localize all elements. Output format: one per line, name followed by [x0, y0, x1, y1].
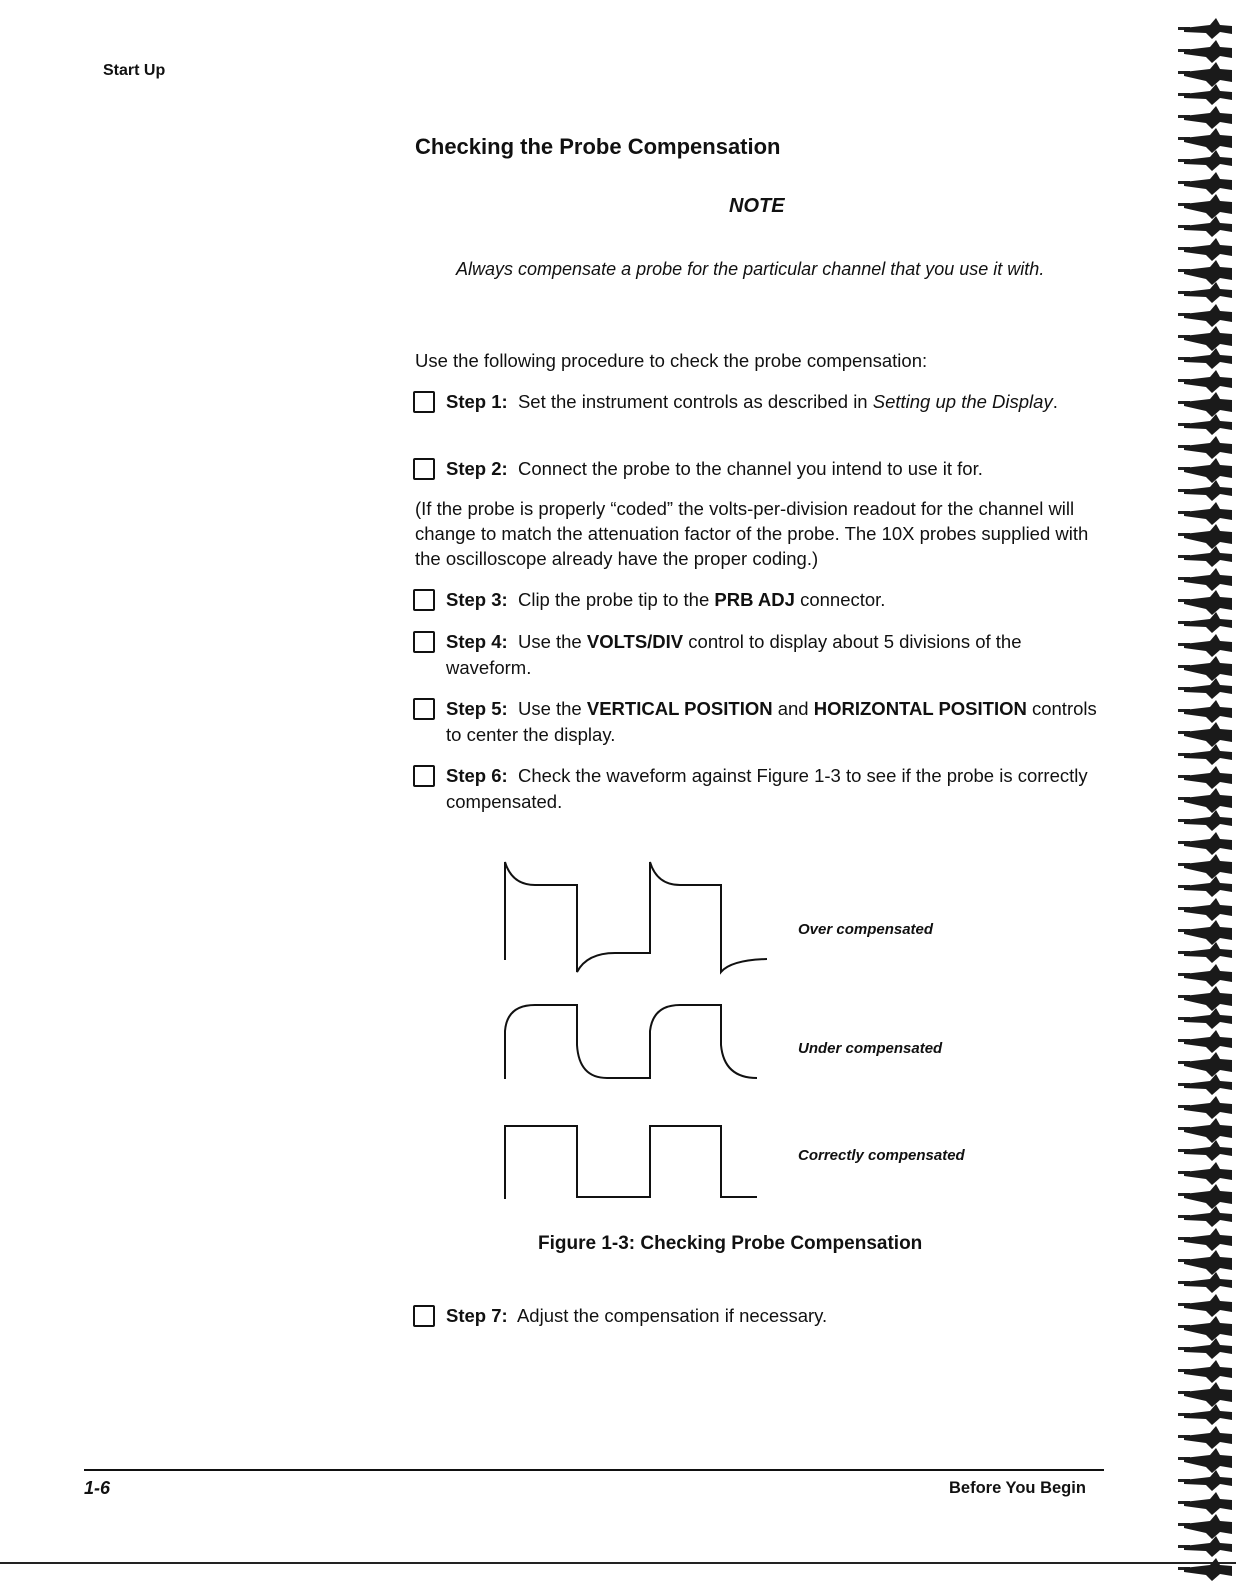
binding-tooth	[1178, 84, 1232, 105]
step-2-text	[446, 456, 1103, 482]
step-text-segment: Use the	[517, 631, 587, 652]
step-6	[413, 763, 1103, 815]
over-compensated-waveform	[505, 862, 767, 972]
under-compensated-label: Under compensated	[798, 1040, 943, 1057]
binding-tooth	[1178, 634, 1232, 657]
step-1	[413, 389, 1103, 415]
binding-tooth	[1178, 1030, 1232, 1053]
binding-tooth	[1178, 854, 1232, 879]
binding-tooth	[1178, 568, 1232, 591]
step-1-text	[446, 389, 1103, 415]
binding-tooth	[1178, 722, 1232, 747]
binding-tooth	[1178, 458, 1232, 483]
binding-tooth	[1178, 62, 1232, 87]
binding-tooth	[1178, 260, 1232, 285]
binding-tooth	[1178, 612, 1232, 633]
step-5-checkbox[interactable]	[413, 698, 435, 720]
step-text-segment: control to display about 5 divisions of the waveform.	[446, 631, 1022, 678]
figure-caption: Figure 1-3: Checking Probe Compensation	[538, 1233, 923, 1254]
step-7	[413, 1303, 1103, 1329]
intro-text: Use the following procedure to check the probe compensation:	[415, 350, 928, 371]
binding-tooth	[1178, 832, 1232, 855]
step-7-text	[446, 1303, 1103, 1329]
binding-tooth	[1178, 172, 1232, 195]
binding-tooth	[1178, 1206, 1232, 1227]
step-text-segment: Adjust the compensation if necessary.	[516, 1305, 828, 1326]
binding-tooth	[1178, 40, 1232, 63]
binding-tooth	[1178, 1118, 1232, 1143]
step-3-checkbox[interactable]	[413, 589, 435, 611]
binding-tooth	[1178, 150, 1232, 171]
binding-tooth	[1178, 326, 1232, 351]
binding-tooth	[1178, 128, 1232, 153]
binding-tooth	[1178, 524, 1232, 549]
binding-tooth	[1178, 1404, 1232, 1425]
step-2-checkbox[interactable]	[413, 458, 435, 480]
page-number: 1-6	[84, 1478, 111, 1498]
correctly-compensated-waveform	[505, 1126, 757, 1199]
binding-tooth	[1178, 106, 1232, 129]
binding-tooth	[1178, 216, 1232, 237]
binding-tooth	[1178, 898, 1232, 921]
control-name: PRB ADJ	[714, 589, 795, 610]
step-text-segment: Connect the probe to the channel you intend to use it for.	[517, 458, 983, 479]
binding-tooth	[1178, 1250, 1232, 1275]
binding-tooth	[1178, 502, 1232, 525]
step-text-segment: and	[772, 698, 814, 719]
chapter-title: Before You Begin	[949, 1479, 1086, 1497]
binding-tooth	[1178, 744, 1232, 765]
binding-tooth	[1178, 1008, 1232, 1029]
step-label: Step 4:	[446, 631, 508, 652]
running-head: Start Up	[103, 62, 166, 79]
binding-tooth	[1178, 1316, 1232, 1341]
binding-tooth	[1178, 920, 1232, 945]
binding-tooth	[1178, 1162, 1232, 1185]
binding-tooth	[1178, 1096, 1232, 1119]
binding-tooth	[1178, 986, 1232, 1011]
control-name: HORIZONTAL POSITION	[813, 698, 1027, 719]
step-text-segment: connector.	[794, 589, 886, 610]
cross-reference: Setting up the Display	[872, 391, 1053, 412]
binding-tooth	[1178, 1536, 1232, 1557]
binding-tooth	[1178, 1272, 1232, 1293]
step-3	[413, 587, 1103, 613]
step-4-text	[446, 629, 1103, 681]
binding-tooth	[1178, 304, 1232, 327]
binding-tooth	[1178, 590, 1232, 615]
binding-tooth	[1178, 788, 1232, 813]
binding-tooth	[1178, 810, 1232, 831]
step-label: Step 6:	[446, 765, 508, 786]
control-name: VERTICAL POSITION	[586, 698, 773, 719]
step-2	[413, 456, 1103, 482]
step-4-checkbox[interactable]	[413, 631, 435, 653]
binding-tooth	[1178, 1558, 1232, 1581]
binding-tooth	[1178, 1074, 1232, 1095]
step-text-segment: Clip the probe tip to the	[517, 589, 715, 610]
binding-tooth	[1178, 1338, 1232, 1359]
over-compensated-label: Over compensated	[798, 921, 934, 938]
step-6-checkbox[interactable]	[413, 765, 435, 787]
binding-tooth	[1178, 656, 1232, 681]
note-text: Always compensate a probe for the particular channel that you use it with.	[456, 259, 1045, 279]
step-1-checkbox[interactable]	[413, 391, 435, 413]
binding-tooth	[1178, 348, 1232, 369]
binding-tooth	[1178, 436, 1232, 459]
step-5	[413, 696, 1103, 748]
binding-tooth	[1178, 1492, 1232, 1515]
binding-tooth	[1178, 414, 1232, 435]
probe-coding-note: (If the probe is properly “coded” the volts-per-division readout for the channel will change to match the attenuation factor of the probe. The 10X probes supplied with the oscilloscope already have the proper coding.)	[415, 498, 1089, 569]
binding-tooth	[1178, 546, 1232, 567]
binding-tooth	[1178, 1228, 1232, 1251]
note-label: NOTE	[729, 195, 785, 217]
binding-tooth	[1178, 194, 1232, 219]
step-text-segment: controls to center the display.	[446, 698, 1097, 745]
control-name: VOLTS/DIV	[586, 631, 684, 652]
under-compensated-waveform	[505, 1005, 757, 1079]
step-4	[413, 629, 1103, 681]
step-label: Step 7:	[446, 1305, 508, 1326]
step-label: Step 3:	[446, 589, 508, 610]
binding-tooth	[1178, 1382, 1232, 1407]
step-text-segment: Set the instrument controls as described in	[517, 391, 873, 412]
binding-tooth	[1178, 18, 1232, 39]
binding-tooth	[1178, 370, 1232, 393]
step-7-checkbox[interactable]	[413, 1305, 435, 1327]
step-3-text	[446, 587, 1103, 613]
binding-tooth	[1178, 942, 1232, 963]
binding-tooth	[1178, 282, 1232, 303]
binding-tooth	[1178, 1514, 1232, 1539]
binding-tooth	[1178, 678, 1232, 699]
step-label: Step 2:	[446, 458, 508, 479]
binding-tooth	[1178, 700, 1232, 723]
page-edge-rule	[0, 1562, 1236, 1564]
binding-tooth	[1178, 766, 1232, 789]
step-text-segment: .	[1052, 391, 1058, 412]
binding-tooth	[1178, 1184, 1232, 1209]
binding-tooth	[1178, 1426, 1232, 1449]
correctly-compensated-label: Correctly compensated	[798, 1147, 965, 1164]
step-text-segment: Use the	[517, 698, 587, 719]
binding-tooth	[1178, 1294, 1232, 1317]
step-label: Step 1:	[446, 391, 508, 412]
probe-compensation-figure	[495, 855, 785, 1205]
section-title: Checking the Probe Compensation	[415, 134, 781, 159]
step-6-text	[446, 763, 1103, 815]
binding-tooth	[1178, 1140, 1232, 1161]
binding-tooth	[1178, 964, 1232, 987]
binding-tooth	[1178, 1052, 1232, 1077]
binding-tooth	[1178, 1360, 1232, 1383]
binding-tooth	[1178, 480, 1232, 501]
binding-tooth	[1178, 238, 1232, 261]
footer-rule	[84, 1469, 1104, 1471]
binding-tooth	[1178, 392, 1232, 417]
step-label: Step 5:	[446, 698, 508, 719]
binding-edge	[1150, 0, 1236, 1587]
binding-tooth	[1178, 876, 1232, 897]
step-5-text	[446, 696, 1103, 748]
step-text-segment: Check the waveform against Figure 1-3 to see if the probe is correctly compensated.	[446, 765, 1088, 812]
binding-tooth	[1178, 1448, 1232, 1473]
binding-tooth	[1178, 1470, 1232, 1491]
